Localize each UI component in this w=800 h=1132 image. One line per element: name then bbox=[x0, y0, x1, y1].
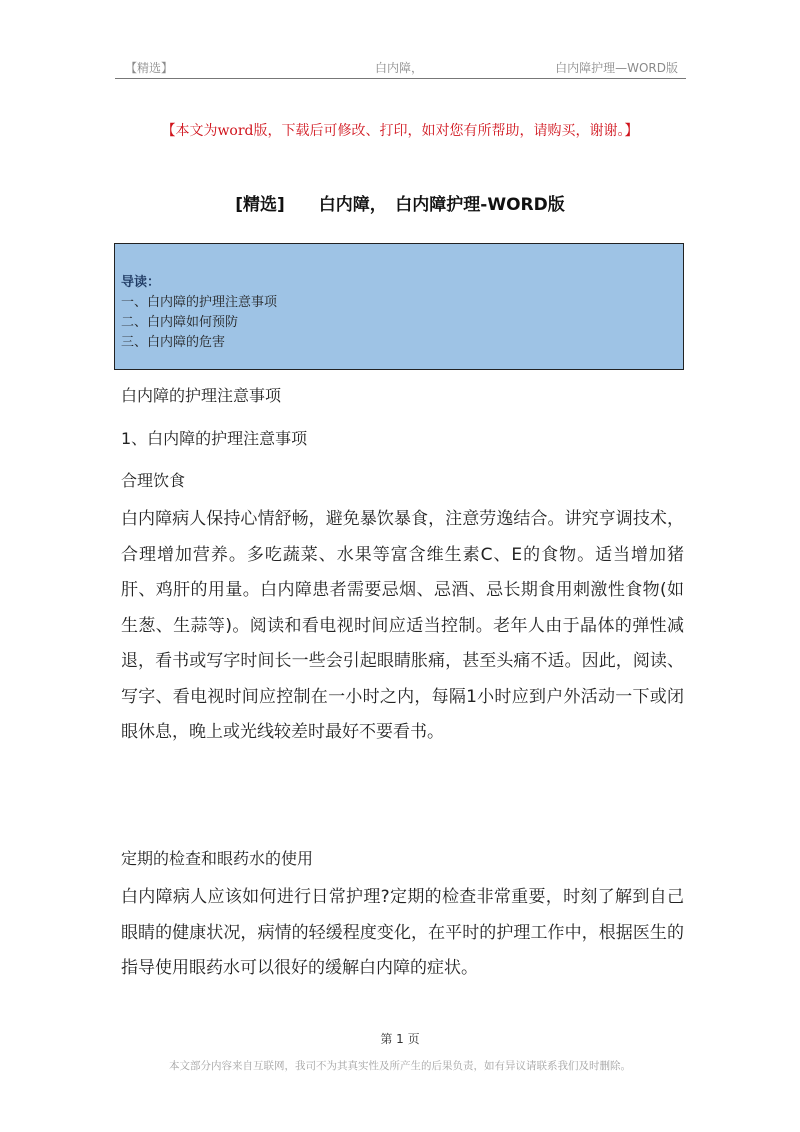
topic-heading: 定期的检查和眼药水的使用 bbox=[121, 849, 314, 868]
guide-item: 一、白内障的护理注意事项 bbox=[121, 295, 278, 310]
page-header bbox=[115, 58, 686, 79]
footer-disclaimer: 本文部分内容来自互联网，我司不为其真实性及所产生的后果负责，如有异议请联系我们及时删除。 bbox=[169, 1060, 631, 1072]
body-paragraph: 白内障病人保持心情舒畅，避免暴饮暴食，注意劳逸结合。讲究亨调技术，合理增加营养。多吃蔬菜、水果等富含维生素C、E的食物。适当增加猪肝、鸡肝的用量。白内障患者需要忌烟、忌酒、忌长期食用刺激性食物(如生葱、生蒜等)。阅读和看电视时间应适当控制。老年人由于晶体的弹性减退，看书或写字时间长一些会引起眼睛胀痛，甚至头痛不适。因此，阅读、写字、看电视时间应控制在一小时之内，每隔1小时应到户外活动一下或闭眼休息，晚上或光线较差时最好不要看书。 bbox=[121, 509, 684, 742]
document-title: [精选] 白内障， 白内障护理-WORD版 bbox=[235, 195, 565, 215]
section-heading: 白内障的护理注意事项 bbox=[121, 386, 282, 405]
header-center-text: 白内障， bbox=[375, 61, 424, 75]
topic-heading: 合理饮食 bbox=[121, 471, 186, 490]
header-left-text: 【精选】 bbox=[125, 61, 174, 75]
page-number: 第 1 页 bbox=[380, 1032, 420, 1046]
guide-box bbox=[114, 243, 684, 370]
subsection-heading: 1、白内障的护理注意事项 bbox=[121, 429, 308, 448]
guide-item: 二、白内障如何预防 bbox=[121, 315, 239, 330]
purchase-notice: 【本文为word版，下载后可修改、打印，如对您有所帮助，请购买，谢谢。】 bbox=[161, 123, 639, 139]
guide-title: 导读： bbox=[121, 275, 161, 290]
body-paragraph: 白内障病人应该如何进行日常护理?定期的检查非常重要，时刻了解到自己眼睛的健康状况，病情的轻缓程度变化，在平时的护理工作中，根据医生的指导使用眼药水可以很好的缓解白内障的症状。 bbox=[121, 887, 684, 978]
header-right-text: 白内障护理—WORD版 bbox=[555, 61, 678, 75]
guide-item: 三、白内障的危害 bbox=[121, 335, 226, 350]
